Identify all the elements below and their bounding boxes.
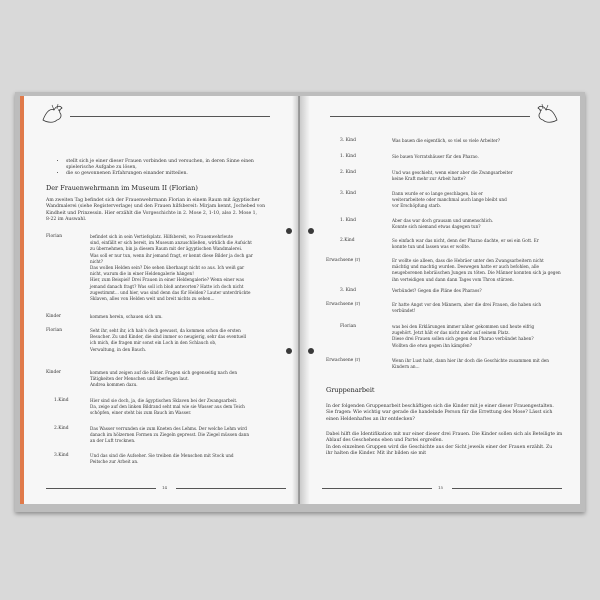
speech-line: ihn verteidigen und dann dann Tages vom Thron stürzen. xyxy=(392,276,514,282)
intro-paragraph xyxy=(46,198,286,223)
bullet-text: spielerische Aufgabe zu lösen, xyxy=(66,164,137,170)
list-item xyxy=(66,171,296,177)
gutter-shadow xyxy=(300,96,310,504)
paragraph-line: einen Heldenhaftes an ihr entdecken? xyxy=(326,416,415,422)
speech-block xyxy=(392,218,562,230)
speech-line: Diese drei Frauen sollen sich gegen den Pharao verbündet haben? xyxy=(392,336,534,342)
bullet-list xyxy=(58,159,296,178)
speech-line: Andrea kommen dazu. xyxy=(90,382,138,388)
speech-line: Besucher. Zu und Kinder, die sind immer so neugierig, sehr das eventuell xyxy=(90,334,247,340)
speech-line: kommen und zeigen auf die Bilder. Fragen sich gegenseitig nach den xyxy=(90,370,238,375)
paragraph-line: Dabei hilft die Identifikation mit nur einer dieser drei Frauen. Die Kinder sollen sich als Beteiligte im xyxy=(326,432,563,437)
speech-line: mächtig und machtig wurden. Deswegen hatte er auch befohlen, alle xyxy=(392,264,540,270)
intro-line: Am zweiten Tag befindet sich der Frauenwehrmann Florian in einem Raum mit ägyptischer xyxy=(46,198,260,203)
speech-line: Hier, zum Beispiel! Drei Frauen in einer Heldengalerie? Wenn einer was xyxy=(90,277,245,283)
speaker-label: 3.Kind xyxy=(54,453,69,458)
speech-block xyxy=(392,138,562,144)
speech-block xyxy=(392,302,567,314)
paragraph-line: ihr halten die Kinder. Mit ihr bilden sie mit xyxy=(326,450,427,456)
speaker-label: 2. Kind xyxy=(340,170,356,175)
speech-line: So einfach war das nicht, denn der Pharao dachte, er sei ein Gott. Er xyxy=(392,238,539,243)
right-page xyxy=(300,96,580,504)
speech-line: Wollten die etwa gegen ihn kämpfen? xyxy=(392,342,472,348)
paragraph-line: Sie fragen: Wie wichtig war gerade die handelnde Person für die Errettung des Mose? Lässt sich xyxy=(326,410,553,416)
speaker-label: Kinder xyxy=(46,370,62,375)
speech-line: Aber das war doch grausam und unmenschlich. xyxy=(392,218,494,223)
speech-line: an der Luft trocknen. xyxy=(90,438,136,444)
speech-line: Er hatte Angst vor den Männern, aber die drei Frauen, die haben sich xyxy=(392,302,542,307)
speech-line: keine Kraft mehr zur Arbeit hatte? xyxy=(392,176,466,182)
binding-hole-icon xyxy=(308,228,314,234)
speech-line: nicht, warum die in einer Heldengalerie hängen! xyxy=(90,271,194,277)
speech-line: zugehört. Jetzt hält er das nicht mehr auf seinem Platz. xyxy=(392,330,510,336)
body-paragraph xyxy=(326,432,566,457)
speech-line: Seht ihr, seht ihr, ich hab's doch gewusst, da kommen schon die ersten xyxy=(90,328,241,333)
dragon-illustration-icon xyxy=(534,102,560,126)
speech-block xyxy=(392,358,567,370)
speech-line: Dann wurde er so lange geschlagen, bis er xyxy=(392,191,483,196)
speech-line: Sklaven, alles von Helden weit und breit nichts zu sehen... xyxy=(90,296,215,302)
speech-line: Und das sind die Aufseher. Sie treiben die Menschen mit Stock und xyxy=(90,453,234,458)
speech-block xyxy=(392,191,562,210)
speech-block xyxy=(392,154,562,160)
left-page xyxy=(20,96,298,504)
speech-line: nicht? xyxy=(90,258,104,264)
speech-line: Sie bauen Vorratshäuser für den Pharao. xyxy=(392,154,479,159)
speaker-label: 3. Kind xyxy=(340,191,356,196)
body-paragraph xyxy=(326,404,566,423)
speech-line: Verwaltung, in den Bauch. xyxy=(90,346,147,352)
paragraph-line: In den einzelnen Gruppen wird die Geschichte aus der Sicht jeweils einer der Frauen erzählt. Zu xyxy=(326,444,553,450)
binding-hole-icon xyxy=(308,348,314,354)
speaker-label: 3. Kind xyxy=(340,288,356,293)
footer-rule-left xyxy=(46,488,156,489)
speech-line: ich mich, die fragen mir sonst ein Loch in den Schlauch ob, xyxy=(90,340,217,346)
paragraph-line: In der folgenden Gruppenarbeit beschäftigen sich die Kinder mit je einer dieser Frauengestalten. xyxy=(326,404,554,409)
speech-block xyxy=(90,370,290,389)
speech-block xyxy=(90,398,290,417)
speech-line: Tätigkeiten der Menschen und überlegen laut. xyxy=(90,376,189,382)
bullet-text: stellt sich je einer dieser Frauen vorbinden und versuchen, in deren Sinne einen xyxy=(66,158,254,164)
speech-line: Da, zeige auf den linken Bildrand seht mal wie sie Wasser aus dem Teich xyxy=(90,404,245,410)
gutter-shadow xyxy=(292,96,300,504)
dragon-illustration-icon xyxy=(40,102,66,126)
speech-line: Hier sind sie doch, ja, die ägyptischen Sklaven bei der Zwangsarbeit. xyxy=(90,398,238,403)
speaker-label: 2.Kind xyxy=(54,426,69,431)
speech-line: weiterarbeitete oder manchmal auch lange bleibt und xyxy=(392,197,507,203)
header-rule xyxy=(70,116,270,117)
footer-rule-left xyxy=(322,488,432,489)
speech-line: kommen herein, schauen sich um. xyxy=(90,314,163,319)
speaker-label: Erwachsene (r) xyxy=(326,358,361,363)
speech-line: Was soll er nur tun, wenn ihr jemand fragt, er kennt diese Bilder ja doch gar xyxy=(90,252,253,258)
speech-line: vor Erschöpfung starb. xyxy=(392,203,441,209)
speech-line: Konnte sich niemand etwas dagegen tun? xyxy=(392,224,481,230)
binding-hole-icon xyxy=(286,228,292,234)
speaker-label: Kinder xyxy=(46,314,62,319)
paragraph-line: Ablauf des Geschehens eben und Partei ergreifen. xyxy=(326,438,444,444)
page-number: 14 xyxy=(162,485,168,490)
footer-rule-right xyxy=(176,488,286,489)
section-heading: Der Frauenwehrmann im Museum II (Florian) xyxy=(46,184,198,192)
speech-block xyxy=(392,324,567,349)
speech-block xyxy=(90,328,290,353)
intro-line: Wandmalerei (siehe Registerverlage) und den Frauen hilfsbereit: Mirjam kennt, Jochebed von xyxy=(46,204,266,210)
speaker-label: Erwachsene (r) xyxy=(326,258,361,263)
speech-line: Kindern an... xyxy=(392,364,420,370)
speech-block xyxy=(90,314,290,320)
speaker-label: Erwachsene (r) xyxy=(326,302,361,307)
header-rule xyxy=(330,116,530,117)
speaker-label: Florian xyxy=(46,234,63,239)
speaker-label: 2.Kind xyxy=(340,238,355,243)
speaker-label: Florian xyxy=(46,328,63,333)
speech-line: befindet sich in sein Vertiefsplatz. Hilfsbereit, wo Frauenwehrleute xyxy=(90,234,233,239)
speech-block xyxy=(90,234,290,302)
bullet-text: die so gewonnenen Erfahrungen einander mitteilen. xyxy=(66,171,188,177)
speaker-label: 1. Kind xyxy=(340,154,356,159)
speaker-label: 1.Kind xyxy=(54,398,69,403)
speech-line: Und was geschieht, wenn einer aber die Zwangsarbeiter xyxy=(392,170,513,175)
speech-line: danach im hölzernen Formen zu Ziegeln gepresst. Die Ziegel müssen dann xyxy=(90,432,250,438)
speaker-label: 3. Kind xyxy=(340,138,356,143)
speech-line: sind, einfällt er sich bereit, im Museum anzuschließen, wirklich die Aufsicht xyxy=(90,240,252,246)
intro-line: Kindheit und Prinzessin. Hier erzählt die Vorgeschichte in 2. Mose 2, 1-10, also 2. Mose 1, xyxy=(46,210,258,216)
speech-line: zugestimmt... und hier, was sind denn das für Helden? Lauter unterdrückte xyxy=(90,289,251,295)
section-heading: Gruppenarbeit xyxy=(326,386,375,394)
list-item xyxy=(66,159,296,172)
speech-block xyxy=(392,258,567,283)
speech-line: verbündet! xyxy=(392,308,416,314)
speech-line: was bei den Erklärungen immer näher gekommen und heute eifrig xyxy=(392,324,535,329)
speech-line: zu übernehmen, bin ja diesem Raum mit der ägyptischen Wandmalerei. xyxy=(90,246,243,252)
speaker-label: Florian xyxy=(340,324,357,329)
binding-hole-icon xyxy=(286,348,292,354)
speech-block xyxy=(392,238,567,250)
speech-line: schöpfen, einer steht bis zum Bauch im Wasser. xyxy=(90,410,192,416)
speech-line: Peitsche zur Arbeit an. xyxy=(90,459,139,465)
speech-line: Das Wasser verrunden sie zum Kneten des Lehms. Der welche Lehm wird xyxy=(90,426,247,431)
speech-line: Wenn ihr Lust habt, dann hier ihr doch die Geschichte zusammen mit den xyxy=(392,358,549,363)
speech-block xyxy=(90,426,290,445)
intro-line: 8-22 im Auswahl. xyxy=(46,216,87,222)
speech-line: Er wollte sie alleen, dass die Hebräer unter den Zwangsarbeitern nicht xyxy=(392,258,544,263)
speech-line: neugeborenen hebräischen Jungen zu töten. Die Männer konnten sich ja gegen xyxy=(392,270,561,276)
speech-block xyxy=(392,288,562,294)
footer-rule-right xyxy=(452,488,562,489)
speech-line: Was bauen die eigentlich, so viel so viele Arbeiter? xyxy=(392,138,500,143)
speech-line: Verbündet? Gegen die Pläne des Pharaos? xyxy=(392,288,482,293)
speech-block xyxy=(90,453,290,465)
speech-line: Das wollen Helden sein? Die sehen überhaupt nicht so aus. Ich weiß gar xyxy=(90,265,245,271)
speech-block xyxy=(392,170,562,182)
speaker-label: 1. Kind xyxy=(340,218,356,223)
speech-line: jemand danach fragt? Was soll ich bloß antworten? Hatte ich doch nicht xyxy=(90,283,244,289)
page-number: 15 xyxy=(438,485,444,490)
speech-line: konnte tun und lassen was er wollte. xyxy=(392,244,471,250)
